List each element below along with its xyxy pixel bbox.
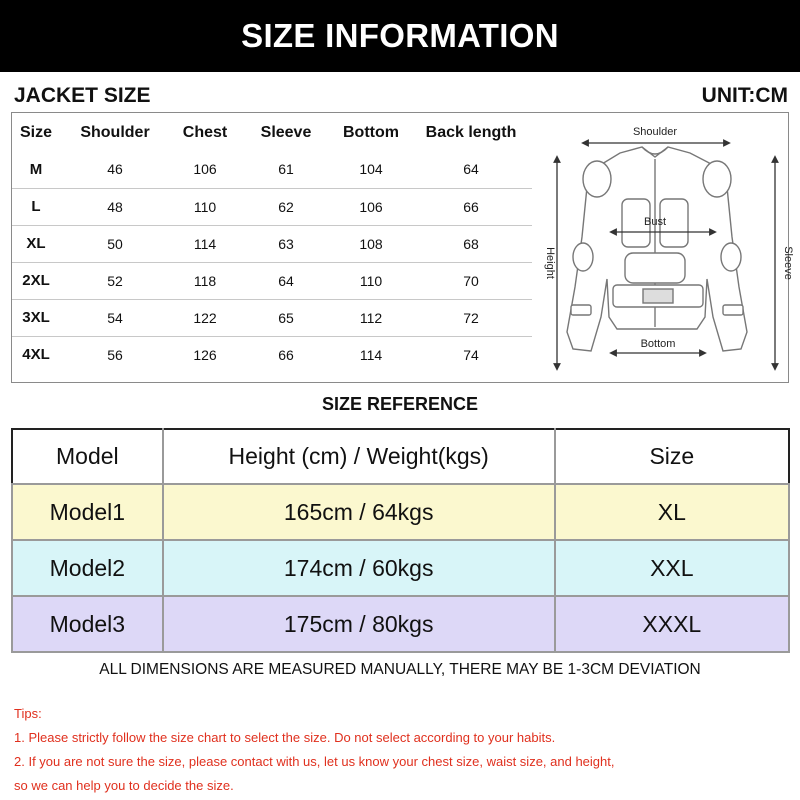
sleeve-label: Sleeve — [782, 246, 794, 280]
jacket-size-panel — [11, 112, 794, 383]
tip-line: 1. Please strictly follow the size chart to select the size. Do not select according to your habits. — [14, 730, 556, 745]
measurement-cell: 74 — [410, 336, 532, 373]
model-cell: Model1 — [12, 484, 163, 540]
ref-size-cell: XXL — [555, 540, 789, 596]
model-cell: Model2 — [12, 540, 163, 596]
ref-col-height-weight: Height (cm) / Weight(kgs) — [163, 429, 555, 484]
shoulder-label: Shoulder — [632, 126, 678, 138]
measurement-cell: 118 — [170, 262, 240, 299]
measurement-cell: 110 — [332, 262, 410, 299]
measurement-cell: 65 — [240, 299, 332, 336]
measurement-cell: 46 — [107, 161, 123, 178]
size-table-row — [12, 336, 532, 373]
measurement-cell: 112 — [332, 299, 410, 336]
ref-col-model: Model — [12, 429, 163, 484]
measurement-cell: 52 — [60, 262, 170, 299]
size-table-row — [12, 151, 532, 188]
measurement-cell: 72 — [410, 299, 532, 336]
page-title-banner — [0, 0, 800, 72]
size-reference-title: SIZE REFERENCE — [321, 394, 479, 414]
tip-line: 2. If you are not sure the size, please contact with us, let us know your chest size, waist size, and height, — [14, 754, 615, 769]
tip-line: so we can help you to decide the size. — [14, 778, 234, 793]
size-table-row — [12, 188, 532, 225]
measurement-cell: 106 — [193, 161, 217, 178]
height-label: Height — [544, 247, 556, 279]
size-cell: 2XL — [12, 262, 60, 299]
measurement-cell: 126 — [170, 336, 240, 373]
measurement-cell: 50 — [60, 225, 170, 262]
measurement-cell: 68 — [410, 225, 532, 262]
col-shoulder: Shoulder — [80, 124, 150, 141]
measurement-cell: 114 — [332, 336, 410, 373]
size-table-row — [12, 299, 532, 336]
size-cell: 3XL — [12, 299, 60, 336]
tips-title: Tips: — [14, 706, 42, 721]
bust-label: Bust — [643, 216, 667, 228]
ref-size-cell: XL — [555, 484, 789, 540]
measurement-cell: 61 — [278, 161, 294, 178]
size-cell: L — [12, 188, 60, 225]
height-weight-cell: 175cm / 80kgs — [163, 596, 555, 652]
height-weight-cell: 165cm / 64kgs — [163, 484, 555, 540]
jacket-size-title: JACKET SIZE — [14, 84, 151, 107]
measurement-cell: 114 — [170, 225, 240, 262]
measurement-cell: 70 — [410, 262, 532, 299]
measurement-cell: 62 — [240, 188, 332, 225]
height-weight-cell: 174cm / 60kgs — [163, 540, 555, 596]
jacket-measurement-diagram — [527, 117, 794, 379]
ref-size-cell: XXXL — [555, 596, 789, 652]
jacket-size-table — [12, 113, 532, 373]
measurement-cell: 54 — [60, 299, 170, 336]
page-title: SIZE INFORMATION — [241, 17, 559, 54]
measurement-cell: 66 — [410, 188, 532, 225]
reference-row — [12, 540, 789, 596]
col-size: Size — [19, 124, 52, 141]
size-reference-table — [11, 428, 790, 653]
reference-header-row — [12, 429, 789, 484]
unit-label: UNIT:CM — [701, 84, 788, 107]
measurement-cell: 64 — [463, 161, 479, 178]
size-table-row — [12, 225, 532, 262]
measurement-cell: 106 — [332, 188, 410, 225]
ref-col-size: Size — [555, 429, 789, 484]
size-cell: XL — [12, 225, 60, 262]
measurement-cell: 63 — [240, 225, 332, 262]
reference-row — [12, 596, 789, 652]
measurement-cell: 56 — [60, 336, 170, 373]
model-cell: Model3 — [12, 596, 163, 652]
measurement-cell: 110 — [170, 188, 240, 225]
col-sleeve: Sleeve — [260, 124, 312, 141]
measurement-cell: 122 — [170, 299, 240, 336]
size-table-header — [12, 113, 532, 151]
measurement-cell: 104 — [359, 161, 383, 178]
tips-section — [14, 702, 614, 798]
size-table-row — [12, 262, 532, 299]
reference-row — [12, 484, 789, 540]
jacket-outline — [567, 147, 747, 351]
measurement-cell: 48 — [60, 188, 170, 225]
col-chest: Chest — [182, 124, 228, 141]
size-cell: 4XL — [12, 336, 60, 373]
col-back-length: Back length — [425, 124, 517, 141]
col-bottom: Bottom — [343, 124, 399, 141]
measurement-cell: 108 — [332, 225, 410, 262]
measurement-deviation-note: ALL DIMENSIONS ARE MEASURED MANUALLY, THERE MAY BE 1-3CM DEVIATION — [99, 661, 701, 678]
measurement-cell: 64 — [240, 262, 332, 299]
measurement-cell: 66 — [240, 336, 332, 373]
size-cell: M — [29, 160, 43, 178]
bottom-label: Bottom — [640, 338, 676, 350]
